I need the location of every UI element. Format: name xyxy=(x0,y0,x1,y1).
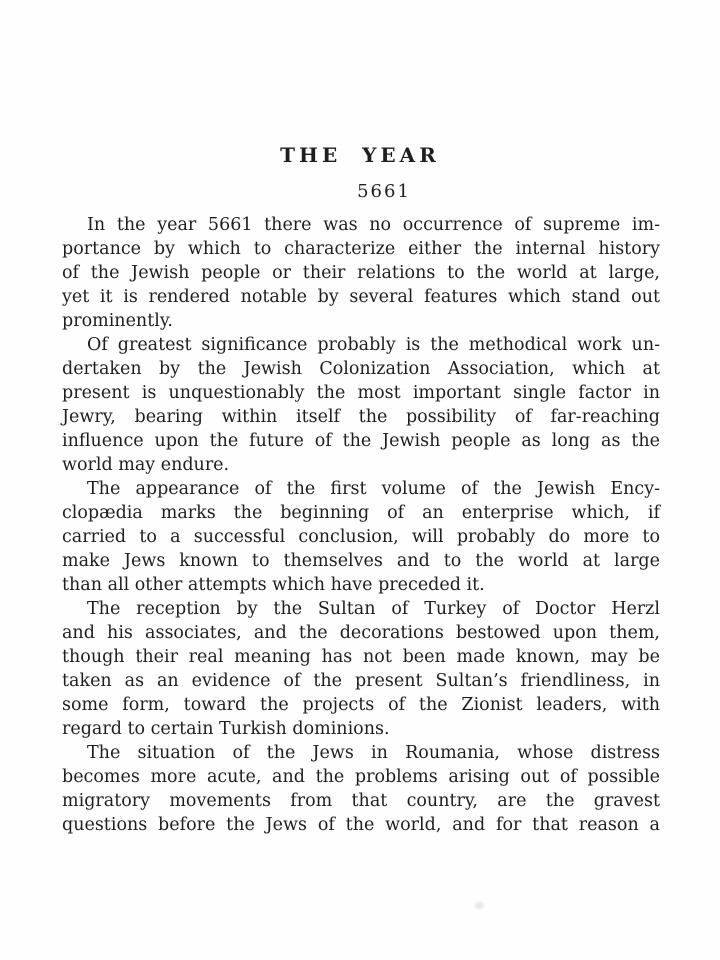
text-line: The situation of the Jews in Roumania, whose distress xyxy=(87,743,660,763)
text-line: taken as an evidence of the present Sultan’s friendliness, in xyxy=(62,671,660,691)
text-line: Of greatest significance probably is the methodical work un- xyxy=(87,335,660,355)
text-line: migratory movements from that country, are the gravest xyxy=(62,791,660,811)
page-title: THE YEAR xyxy=(280,143,440,167)
text-line: The appearance of the first volume of the Jewish Ency- xyxy=(87,479,660,499)
text-line: of the Jewish people or their relations to the world at large, xyxy=(62,263,660,283)
paragraph xyxy=(62,741,660,837)
scan-artifact xyxy=(475,902,484,909)
text-line: Jewry, bearing within itself the possibility of far-reaching xyxy=(62,407,660,427)
text-line: regard to certain Turkish dominions. xyxy=(62,719,390,739)
text-line: world may endure. xyxy=(62,455,230,475)
text-line: and his associates, and the decorations bestowed upon them, xyxy=(62,623,660,643)
text-line: yet it is rendered notable by several features which stand out xyxy=(62,287,660,307)
paragraph xyxy=(62,213,660,333)
text-line: make Jews known to themselves and to the world at large xyxy=(62,551,660,571)
text-line: becomes more acute, and the problems arising out of possible xyxy=(62,767,660,787)
page-subtitle: 5661 xyxy=(357,181,411,202)
text-line: dertaken by the Jewish Colonization Association, which at xyxy=(62,359,660,379)
text-line: The reception by the Sultan of Turkey of Doctor Herzl xyxy=(87,599,660,619)
text-line: clopædia marks the beginning of an enterprise which, if xyxy=(62,503,660,523)
text-line: In the year 5661 there was no occurrence of supreme im- xyxy=(87,215,660,235)
text-line: prominently. xyxy=(62,311,173,331)
text-line: portance by which to characterize either the internal history xyxy=(62,239,660,259)
paragraph xyxy=(62,333,660,477)
paragraph xyxy=(62,477,660,597)
text-line: carried to a successful conclusion, will probably do more to xyxy=(62,527,660,547)
text-line: questions before the Jews of the world, and for that reason a xyxy=(62,815,660,835)
text-line: than all other attempts which have preceded it. xyxy=(62,575,485,595)
paragraph xyxy=(62,597,660,741)
text-line: though their real meaning has not been made known, may be xyxy=(62,647,660,667)
text-line: present is unquestionably the most important single factor in xyxy=(62,383,660,403)
page-paragraphs xyxy=(62,213,660,837)
text-line: some form, toward the projects of the Zionist leaders, with xyxy=(62,695,660,715)
text-line: influence upon the future of the Jewish people as long as the xyxy=(62,431,660,451)
